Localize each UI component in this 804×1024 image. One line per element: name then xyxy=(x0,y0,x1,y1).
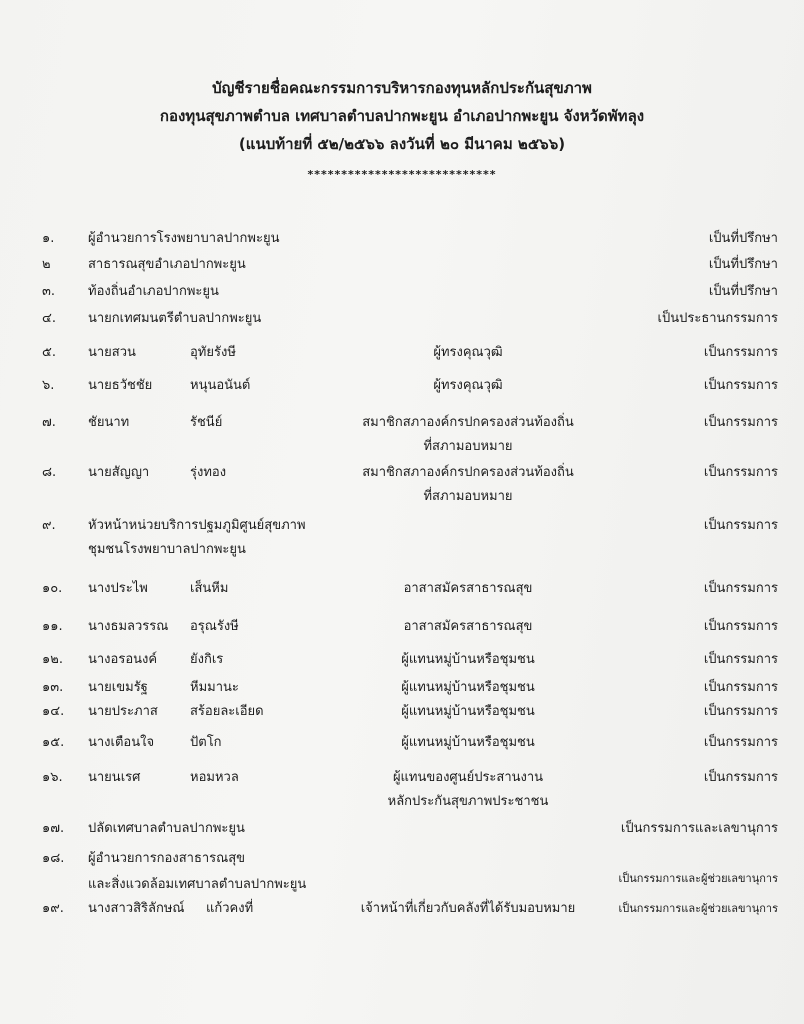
member-qualification: ผู้แทนหมู่บ้านหรือชุมชน xyxy=(401,680,535,695)
member-last-name: อุทัยรังษี xyxy=(190,345,236,360)
position-title: ปลัดเทศบาลตำบลปากพะยูน xyxy=(88,821,245,836)
member-first-name: นายสัญญา xyxy=(88,465,150,480)
member-last-name: ยังกิเร xyxy=(190,652,224,667)
member-first-name: นางสาวสิริลักษณ์ xyxy=(88,901,185,916)
committee-role: เป็นกรรมการ xyxy=(703,518,778,533)
member-first-name: นายนเรศ xyxy=(88,770,141,785)
doc-title-line2: กองทุนสุขภาพตำบล เทศบาลตำบลปากพะยูน อำเภอปากพะยูน จังหวัดพัทลุง xyxy=(159,107,645,125)
item-number: ๒ xyxy=(42,257,51,272)
committee-role: เป็นกรรมการ xyxy=(703,652,778,667)
item-number: ๑๗. xyxy=(42,821,65,836)
member-last-name: แก้วคงที่ xyxy=(206,901,254,916)
member-first-name: นายสวน xyxy=(88,345,136,360)
item-number: ๑๔. xyxy=(42,704,65,719)
member-last-name: หีมมานะ xyxy=(190,680,239,695)
member-qualification: ผู้แทนหมู่บ้านหรือชุมชน xyxy=(401,704,535,719)
committee-role: เป็นกรรมการและผู้ช่วยเลขานุการ xyxy=(618,902,778,915)
member-qualification-line2: หลักประกันสุขภาพประชาชน xyxy=(387,794,549,809)
committee-role: เป็นกรรมการและผู้ช่วยเลขานุการ xyxy=(618,872,778,885)
member-last-name: อรุณรังษี xyxy=(190,619,239,634)
position-title: นายกเทศมนตรีตำบลปากพะยูน xyxy=(88,311,262,326)
position-title-line2: ชุมชนโรงพยาบาลปากพะยูน xyxy=(88,542,246,557)
member-first-name: นางประไพ xyxy=(88,581,148,596)
member-last-name: รุ่งทอง xyxy=(190,465,227,480)
member-qualification: เจ้าหน้าที่เกี่ยวกับคลังที่ได้รับมอบหมาย xyxy=(360,901,576,916)
item-number: ๑๒. xyxy=(42,652,63,667)
member-qualification-line2: ที่สภามอบหมาย xyxy=(423,439,513,454)
committee-role: เป็นกรรมการ xyxy=(703,619,778,634)
item-number: ๙. xyxy=(42,518,56,533)
committee-role: เป็นกรรมการ xyxy=(703,680,778,695)
member-last-name: หอมหวล xyxy=(190,770,239,785)
committee-role: เป็นกรรมการ xyxy=(703,581,778,596)
item-number: ๑๑. xyxy=(42,619,63,634)
member-first-name: นางเตือนใจ xyxy=(88,735,155,750)
committee-role: เป็นประธานกรรมการ xyxy=(657,311,778,326)
committee-role: เป็นกรรมการ xyxy=(703,415,778,430)
member-last-name: รัชนีย์ xyxy=(190,415,223,430)
item-number: ๑๖. xyxy=(42,770,63,785)
member-qualification: ผู้แทนของศูนย์ประสานงาน xyxy=(392,770,544,785)
member-first-name: นางอรอนงค์ xyxy=(88,652,158,667)
position-title: ผู้อำนวยการกองสาธารณสุข xyxy=(88,851,246,866)
position-title: ท้องถิ่นอำเภอปากพะยูน xyxy=(88,284,219,299)
committee-role: เป็นกรรมการ xyxy=(703,378,778,393)
item-number: ๑๘. xyxy=(42,851,65,866)
item-number: ๓. xyxy=(42,284,56,299)
member-qualification: ผู้ทรงคุณวุฒิ xyxy=(433,345,503,360)
item-number: ๑๕. xyxy=(42,735,65,750)
item-number: ๑๓. xyxy=(42,680,64,695)
position-title: สาธารณสุขอำเภอปากพะยูน xyxy=(88,257,246,272)
member-last-name: ปัตโก xyxy=(190,735,222,750)
member-last-name: เส็นหีม xyxy=(190,581,229,596)
separator: **************************** xyxy=(307,168,497,181)
item-number: ๑๐. xyxy=(42,581,63,596)
member-qualification-line2: ที่สภามอบหมาย xyxy=(423,489,513,504)
committee-role: เป็นกรรมการ xyxy=(703,735,778,750)
committee-role: เป็นที่ปรึกษา xyxy=(708,257,778,272)
item-number: ๗. xyxy=(42,415,56,430)
item-number: ๖. xyxy=(42,378,55,393)
member-first-name: ชัยนาท xyxy=(88,415,130,430)
member-first-name: นายเขมรัฐ xyxy=(88,680,148,695)
member-last-name: หนุนอนันต์ xyxy=(190,378,251,393)
committee-role: เป็นกรรมการ xyxy=(703,770,778,785)
item-number: ๔. xyxy=(42,311,56,326)
member-first-name: นายธวัชชัย xyxy=(88,378,153,393)
item-number: ๕. xyxy=(42,345,56,360)
member-qualification: ผู้แทนหมู่บ้านหรือชุมชน xyxy=(401,652,535,667)
item-number: ๑. xyxy=(42,231,55,246)
member-last-name: สร้อยละเอียด xyxy=(190,704,264,719)
member-qualification: สมาชิกสภาองค์กรปกครองส่วนท้องถิ่น xyxy=(362,415,574,430)
committee-role: เป็นที่ปรึกษา xyxy=(708,231,778,246)
doc-title-line1: บัญชีรายชื่อคณะกรรมการบริหารกองทุนหลักประกันสุขภาพ xyxy=(212,79,592,97)
committee-role: เป็นที่ปรึกษา xyxy=(708,284,778,299)
position-title: หัวหน้าหน่วยบริการปฐมภูมิศูนย์สุขภาพ xyxy=(88,518,306,533)
position-title: ผู้อำนวยการโรงพยาบาลปากพะยูน xyxy=(88,231,280,246)
item-number: ๑๙. xyxy=(42,901,64,916)
position-title-line2: และสิ่งแวดล้อมเทศบาลตำบลปากพะยูน xyxy=(88,877,307,892)
member-first-name: นางธมลวรรณ xyxy=(88,619,169,634)
member-qualification: สมาชิกสภาองค์กรปกครองส่วนท้องถิ่น xyxy=(362,465,574,480)
member-first-name: นายประภาส xyxy=(88,704,158,719)
member-qualification: อาสาสมัครสาธารณสุข xyxy=(403,619,533,634)
member-qualification: ผู้แทนหมู่บ้านหรือชุมชน xyxy=(401,735,535,750)
member-qualification: อาสาสมัครสาธารณสุข xyxy=(403,581,533,596)
committee-role: เป็นกรรมการและเลขานุการ xyxy=(620,821,778,836)
committee-role: เป็นกรรมการ xyxy=(703,465,778,480)
doc-title-line3: (แนบท้ายที่ ๕๒/๒๕๖๖ ลงวันที่ ๒๐ มีนาคม ๒๕๖๖) xyxy=(238,135,566,153)
committee-role: เป็นกรรมการ xyxy=(703,704,778,719)
committee-role: เป็นกรรมการ xyxy=(703,345,778,360)
item-number: ๘. xyxy=(42,465,57,480)
member-qualification: ผู้ทรงคุณวุฒิ xyxy=(433,378,503,393)
